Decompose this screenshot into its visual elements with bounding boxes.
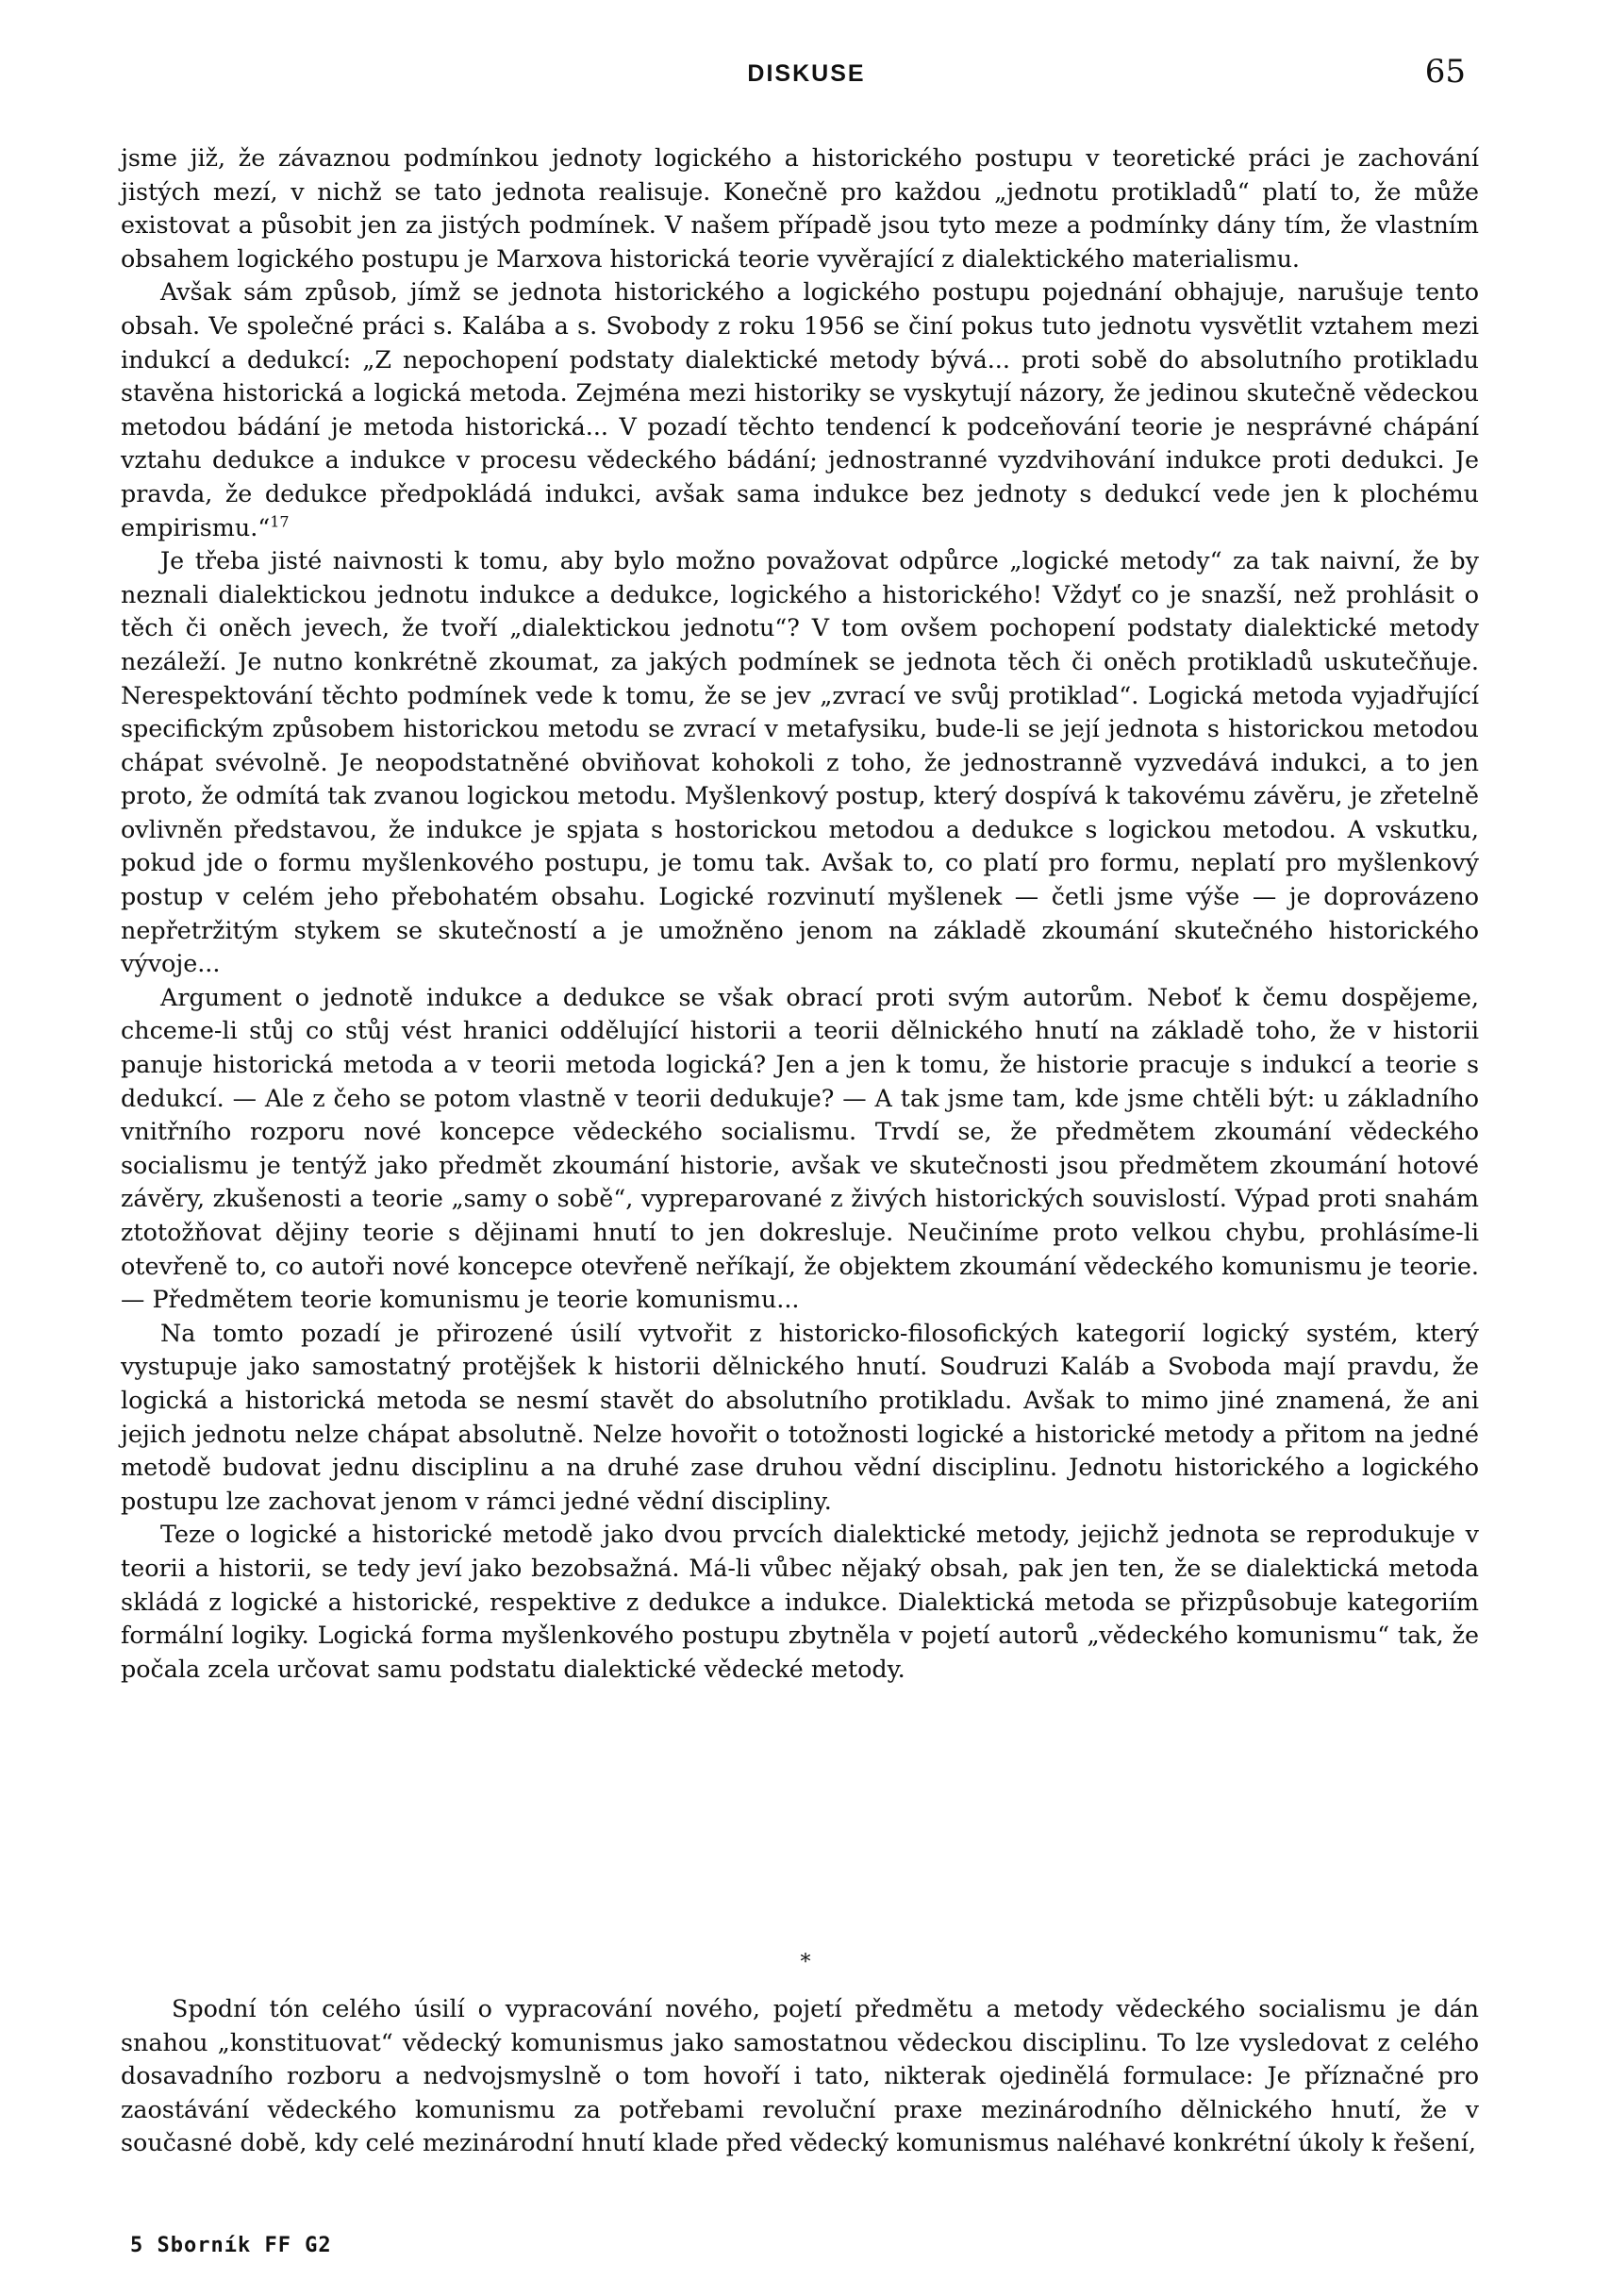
footnote-reference: 17 (270, 512, 290, 531)
running-title: DISKUSE (747, 60, 866, 87)
section-2-text (121, 1992, 1479, 2160)
paragraph-6: Teze o logické a historické metodě jako dvou prvcích dialektické metody, jejichž jednota se reprodukuje v teorii a historii, se tedy jeví jako bezobsažná. Má-li vůbec nějaký obsah, pak jen ten, že se dialektická metoda skládá z logické a historické, respektive z dedukce a indukce. Dialektická metoda se přizpůsobuje kategoriím formální logiky. Logická forma myšlenkového postupu zbytněla v pojetí autorů „vědeckého komunismu“ tak, že počala zcela určovat samu podstatu dialektické vědecké metody. (121, 1520, 1479, 1683)
paragraph-1: jsme již, že závaznou podmínkou jednoty logického a historického postupu v teoretické práci je zachování jistých mezí, v nichž se tato jednota realisuje. Konečně pro každou „jednotu protikladů“ platí to, že může existovat a působit jen za jistých podmínek. V našem případě jsou tyto meze a podmínky dány tím, že vlastním obsahem logického postupu je Marxova historická teorie vyvěrající z dialektického materialismu. (121, 143, 1479, 273)
body-text (121, 141, 1479, 1686)
paragraph-2 (121, 275, 1479, 544)
printer-signature: 5 Sborník FF G2 (130, 2234, 332, 2257)
paragraph-7: Spodní tón celého úsilí o vypracování nového, pojetí předmětu a metody vědeckého socialismu je dán snahou „konstituovat“ vědecký komunismus jako samostatnou vědeckou disciplinu. To lze vysledovat z celého dosavadního rozboru a nedvojsmyslně o tom hovoří i tato, nikterak ojedinělá formulace: Je příznačné pro zaostávání vědeckého komunismu za potřebami revoluční praxe mezinárodního dělnického hnutí, že v současné době, kdy celé mezinárodní hnutí klade před vědecký komunismus naléhavé konkrétní úkoly k řešení, (121, 1994, 1479, 2157)
paragraph-4: Argument o jednotě indukce a dedukce se však obrací proti svým autorům. Neboť k čemu dospějeme, chceme-li stůj co stůj vést hranici oddělující historii a teorii dělnického hnutí na základě toho, že v historii panuje historická metoda a v teorii metoda logická? Jen a jen k tomu, že historie pracuje s indukcí a teorie s dedukcí. — Ale z čeho se potom vlastně v teorii dedukuje? — A tak jsme tam, kde jsme chtěli být: u základního vnitřního rozporu nové koncepce vědeckého socialismu. Trvdí se, že předmětem zkoumání vědeckého socialismu je tentýž jako předmět zkoumání historie, avšak ve skutečnosti jsou předmětem zkoumání hotové závěry, zkušenosti a teorie „samy o sobě“, vypreparované z živých historických souvislostí. Výpad proti snahám ztotožňovat dějiny teorie s dějinami hnutí to jen dokresluje. Neučiníme proto velkou chybu, prohlásíme-li otevřeně to, co autoři nové koncepce otevřeně neříkají, že objektem zkoumání vědeckého komunismu je teorie. — Předmětem teorie komunismu je teorie komunismu... (121, 982, 1479, 1314)
page-number: 65 (1424, 53, 1466, 91)
running-head (132, 53, 1481, 94)
paragraph-5: Na tomto pozadí je přirozené úsilí vytvořit z historicko-filosofických kategorií logický systém, který vystupuje jako samostatný protějšek k historii dělnického hnutí. Soudruzi Kaláb a Svoboda mají pravdu, že logická a historická metoda se nesmí stavět do absolutního protikladu. Avšak to mimo jiné znamená, že ani jejich jednotu nelze chápat absolutně. Nelze hovořit o totožnosti logické a historické metody a přitom na jedné metodě budovat jednu disciplinu a na druhé zase druhou vědní disciplinu. Jednotu historického a logického postupu lze zachovat jenom v rámci jedné vědní discipliny. (121, 1318, 1479, 1515)
section-separator: * (800, 1951, 811, 1974)
paragraph-3: Je třeba jisté naivnosti k tomu, aby bylo možno považovat odpůrce „logické metody“ za tak naivní, že by neznali dialektickou jednotu indukce a dedukce, logického a historického! Vždyť co je snazší, než prohlásit o těch či oněch jevech, že tvoří „dialektickou jednotu“? V tom ovšem pochopení podstaty dialektické metody nezáleží. Je nutno konkrétně zkoumat, za jakých podmínek se jednota těch či oněch protikladů uskutečňuje. Nerespektování těchto podmínek vede k tomu, že se jev „zvrací ve svůj protiklad“. Logická metoda vyjadřující specifickým způsobem historickou metodu se zvrací v metafysiku, bude-li se její jednota s historickou metodou chápat svévolně. Je neopodstatněné obviňovat kohokoli z toho, že jednostranně vyzvedává indukci, a to jen proto, že odmítá tak zvanou logickou metodu. Myšlenkový postup, který dospívá k takovému závěru, je zřetelně ovlivněn představou, že indukce je spjata s hostorickou metodou a dedukce s logickou metodou. A vskutku, pokud jde o formu myšlenkového postupu, je tomu tak. Avšak to, co platí pro formu, neplatí pro myšlenkový postup v celém jeho přebohatém obsahu. Logické rozvinutí myšlenek — četli jsme výše — je doprovázeno nepřetržitým stykem se skutečností a je umožněno jenom na základě zkoumání skutečného historického vývoje... (121, 546, 1479, 978)
paragraph-2-text: Avšak sám způsob, jímž se jednota historického a logického postupu pojednání obhajuje, narušuje tento obsah. Ve společné práci s. Kalába a s. Svobody z roku 1956 se činí pokus tuto jednotu vysvětlit vztahem mezi indukcí a dedukcí: „Z nepochopení podstaty dialektické metody bývá... proti sobě do absolutního protikladu stavěna historická a logická metoda. Zejména mezi historiky se vyskytují názory, že jedinou skutečně vědeckou metodou bádání je metoda historická... V pozadí těchto tendencí k podceňování teorie je nesprávné chápání vztahu dedukce a indukce v procesu vědeckého bádání; jednostranné vyzdvihování indukce proti dedukci. Je pravda, že dedukce předpokládá indukci, avšak sama indukce bez jednoty s dedukcí vede jen k plochému empirismu.“ (121, 277, 1479, 541)
